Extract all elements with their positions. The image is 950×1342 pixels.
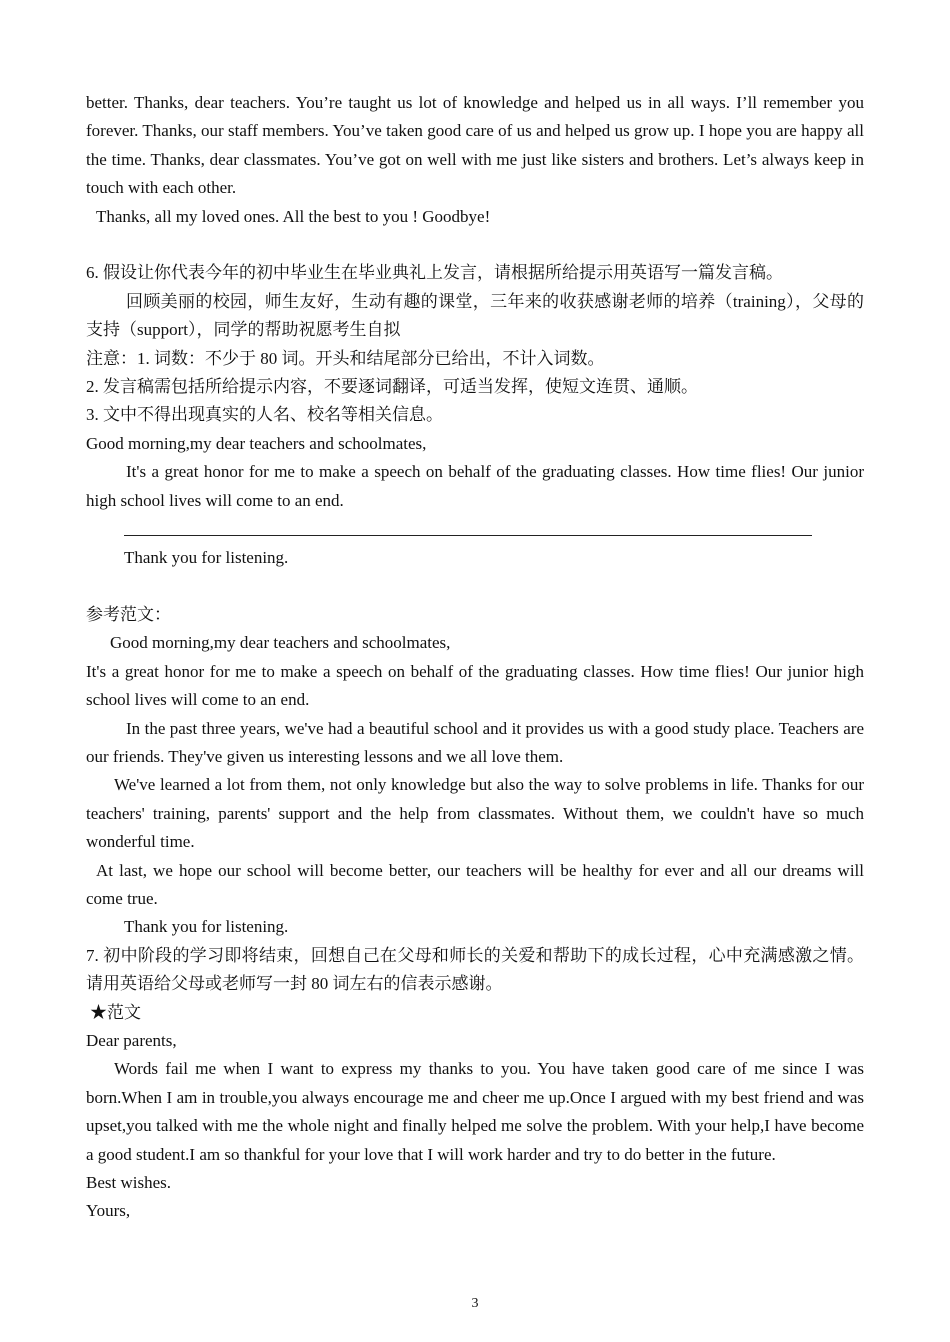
document-page — [86, 89, 864, 1226]
sample-paragraph: In the past three years, we've had a beautiful school and it provides us with a good study place. Teachers are our friends. They've given us interesting lessons and we all love them. — [86, 718, 864, 766]
letter-paragraph: better. Thanks, dear teachers. You’re taught us lot of knowledge and helped us in all ways. I’ll remember you forever. Thanks, our staff members. You’ve taken good care of us and helped us grow up. I hope you are happy all the time. Thanks, dear classmates. You’ve got on well with me just like sisters and brothers. Let’s always keep in touch with each other. — [86, 93, 864, 198]
letter-sign-off: Yours, — [86, 1201, 131, 1221]
sample-closing: Thank you for listening. — [124, 917, 289, 937]
letter-sign-off: Best wishes. — [86, 1173, 171, 1192]
question-6-note-1: 注意：1. 词数：不少于 80 词。开头和结尾部分已给出，不计入词数。 — [86, 348, 605, 368]
question-6-note-3: 3. 文中不得出现真实的人名、校名等相关信息。 — [86, 405, 443, 425]
letter-closing-line: Thanks, all my loved ones. All the best to you ! Goodbye! — [96, 206, 491, 226]
sample-label: 参考范文： — [86, 604, 171, 624]
sample-label: ★范文 — [90, 1002, 141, 1022]
sample-paragraph: At last, we hope our school will become better, our teachers will be healthy for ever and all our dreams will come true. — [86, 860, 864, 908]
page-number: 3 — [471, 1296, 479, 1311]
sample-paragraph: We've learned a lot from them, not only knowledge but also the way to solve problems in life. Thanks for our teachers' training, parents' support and the help from classmates. Without them, we couldn't have so much wonderful time. — [86, 775, 864, 852]
question-6-title: 6. 假设让你代表今年的初中毕业生在毕业典礼上发言，请根据所给提示用英语写一篇发言稿。 — [86, 263, 783, 283]
speech-closing: Thank you for listening. — [124, 548, 289, 568]
spacer — [86, 572, 864, 600]
speech-greeting: Good morning,my dear teachers and schoolmates, — [86, 433, 427, 453]
question-7-title: 7. 初中阶段的学习即将结束，回想自己在父母和师长的关爱和帮助下的成长过程，心中充满感激之情。请用英语给父母或老师写一封 80 词左右的信表示感谢。 — [86, 945, 864, 994]
letter-salutation: Dear parents, — [86, 1030, 177, 1050]
letter-body: Words fail me when I want to express my thanks to you. You have taken good care of me since I was born.When I am in trouble,you always encourage me and cheer me up.Once I argued with my best friend and was upset,you talked with me the whole night and finally helped me solve the problem. With your help,I have become a good student.I am so thankful for your love that I will work harder and try to do better in the future. — [86, 1059, 864, 1164]
speech-opening: It's a great honor for me to make a speech on behalf of the graduating classes. How time flies! Our junior high school lives will come to an end. — [86, 462, 864, 510]
sample-greeting: Good morning,my dear teachers and schoolmates, — [110, 633, 451, 653]
question-6-hints: 回顾美丽的校园，师生友好，生动有趣的课堂，三年来的收获感谢老师的培养（training），父母的支持（support），同学的帮助祝愿考生自拟 — [86, 291, 864, 340]
sample-paragraph: It's a great honor for me to make a speech on behalf of the graduating classes. How time flies! Our junior high school lives will come to an end. — [86, 661, 864, 710]
question-6-note-2: 2. 发言稿需包括所给提示内容，不要逐词翻译，可适当发挥，使短文连贯、通顺。 — [86, 377, 698, 397]
spacer — [86, 231, 864, 259]
answer-blank-line — [124, 515, 812, 536]
